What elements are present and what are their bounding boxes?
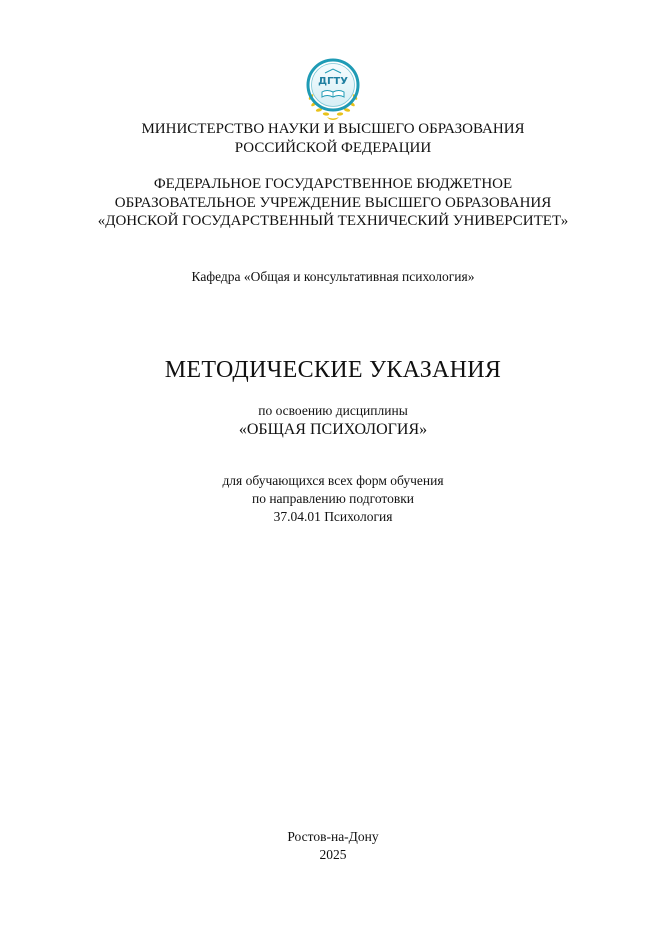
year: 2025 (319, 847, 347, 862)
institution-line-1: ФЕДЕРАЛЬНОЕ ГОСУДАРСТВЕННОЕ БЮДЖЕТНОЕ (153, 176, 513, 192)
audience-line-2: по направлению подготовки (251, 491, 415, 506)
audience-line-3: 37.04.01 Психология (273, 509, 393, 524)
department-name: Кафедра «Общая и консультативная психология» (191, 269, 475, 284)
ministry-line-1: МИНИСТЕРСТВО НАУКИ И ВЫСШЕГО ОБРАЗОВАНИЯ (141, 121, 525, 137)
city: Ростов-на-Дону (287, 829, 379, 844)
purpose-line: по освоению дисциплины (258, 403, 408, 418)
emblem-abbreviation: ДГТУ (318, 76, 348, 87)
university-emblem-icon (303, 57, 363, 121)
institution-line-3: «ДОНСКОЙ ГОСУДАРСТВЕННЫЙ ТЕХНИЧЕСКИЙ УНИВЕРСИТЕТ» (97, 213, 569, 229)
document-title: МЕТОДИЧЕСКИЕ УКАЗАНИЯ (164, 357, 502, 383)
ministry-line-2: РОССИЙСКОЙ ФЕДЕРАЦИИ (234, 140, 432, 156)
discipline-name: «ОБЩАЯ ПСИХОЛОГИЯ» (238, 421, 428, 438)
institution-line-2: ОБРАЗОВАТЕЛЬНОЕ УЧРЕЖДЕНИЕ ВЫСШЕГО ОБРАЗОВАНИЯ (114, 195, 552, 211)
audience-line-1: для обучающихся всех форм обучения (222, 473, 444, 488)
